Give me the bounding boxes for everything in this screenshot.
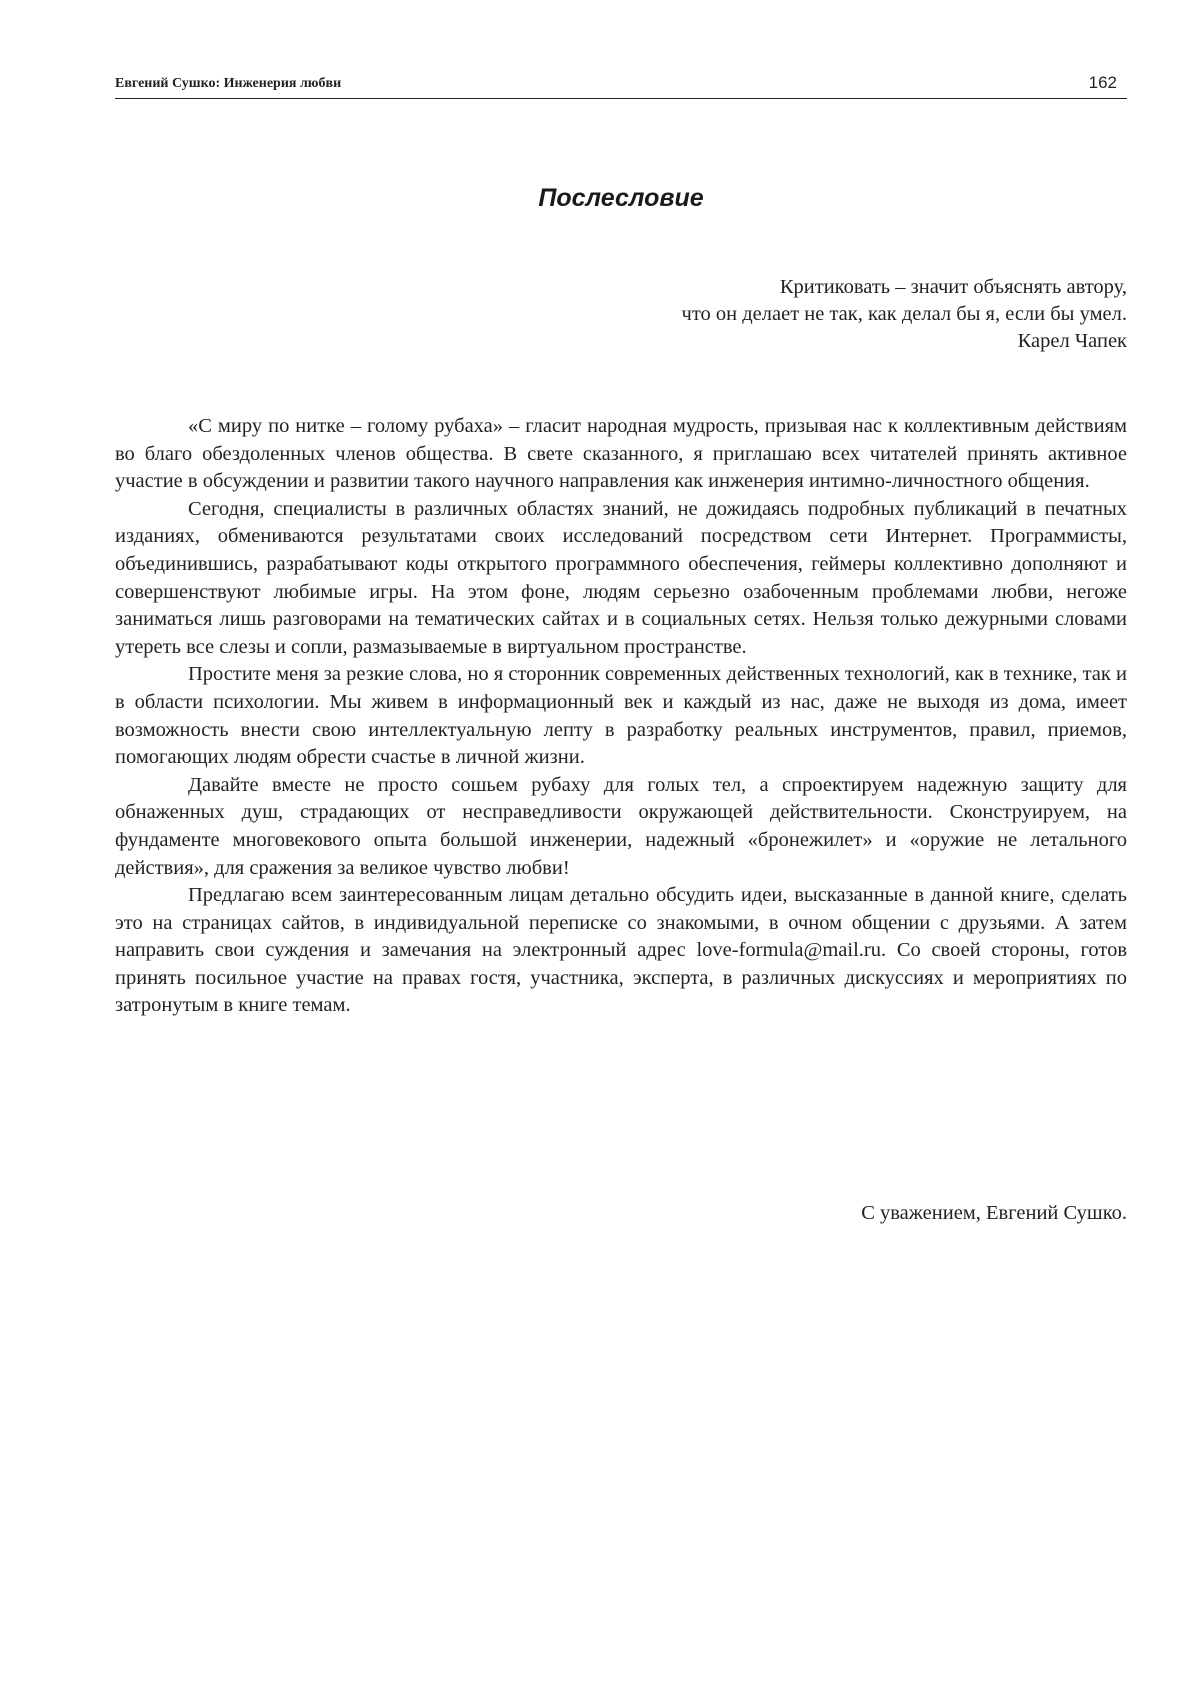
epigraph-line-2: что он делает не так, как делал бы я, если бы умел. (681, 303, 1127, 325)
epigraph-line-1: Критиковать – значит объяснять автору, (779, 276, 1127, 298)
epigraph (682, 274, 1127, 355)
epigraph-author: Карел Чапек (1017, 330, 1127, 352)
page-number: 162 (1088, 73, 1117, 92)
paragraph: Предлагаю всем заинтересованным лицам детально обсудить идеи, высказанные в данной книге, сделать это на страницах сайтов, в индивидуальной переписке со знакомыми, в очном общении с друзьями. А затем направить свои суждения и замечания на электронный адрес love-formula@mail.ru. Со своей стороны, готов принять посильное участие на правах гостя, участника, эксперта, в различных дискуссиях и мероприятиях по затронутым в книге темам. (115, 884, 1127, 1017)
signature: С уважением, Евгений Сушко. (861, 1202, 1127, 1224)
running-header (115, 72, 1127, 99)
paragraph: «С миру по нитке – голому рубаха» – гласит народная мудрость, призывая нас к коллективным действиям во благо обездоленных членов общества. В свете сказанного, я приглашаю всех читателей принять активное участие в обсуждении и развитии такого научного направления как инженерия интимно-личностного общения. (115, 415, 1127, 493)
paragraph: Простите меня за резкие слова, но я сторонник современных действенных технологий, как в технике, так и в области психологии. Мы живем в информационный век и каждый из нас, даже не выходя из дома, имеет возможность внести свою интеллектуальную лепту в разработку реальных инструментов, правил, приемов, помогающих людям обрести счастье в личной жизни. (115, 663, 1127, 769)
section-title: Послесловие (538, 184, 704, 212)
paragraph: Сегодня, специалисты в различных областях знаний, не дожидаясь подробных публикаций в печатных изданиях, обмениваются результатами своих исследований посредством сети Интернет. Программисты, объединившись, разрабатывают коды открытого программного обеспечения, геймеры коллективно дополняют и совершенствуют любимые игры. На этом фоне, людям серьезно озабоченным проблемами любви, негоже заниматься лишь разговорами на тематических сайтах и в социальных сетях. Нельзя только дежурными словами утереть все слезы и сопли, размазываемые в виртуальном пространстве. (115, 497, 1127, 658)
header-title: Евгений Сушко: Инженерия любви (115, 76, 342, 91)
body-text (115, 413, 1127, 1020)
paragraph: Давайте вместе не просто сошьем рубаху для голых тел, а спроектируем надежную защиту для обнаженных душ, страдающих от несправедливости окружающей действительности. Сконструируем, на фундаменте многовекового опыта большой инженерии, надежный «бронежилет» и «оружие не летального действия», для сражения за великое чувство любви! (115, 773, 1127, 879)
